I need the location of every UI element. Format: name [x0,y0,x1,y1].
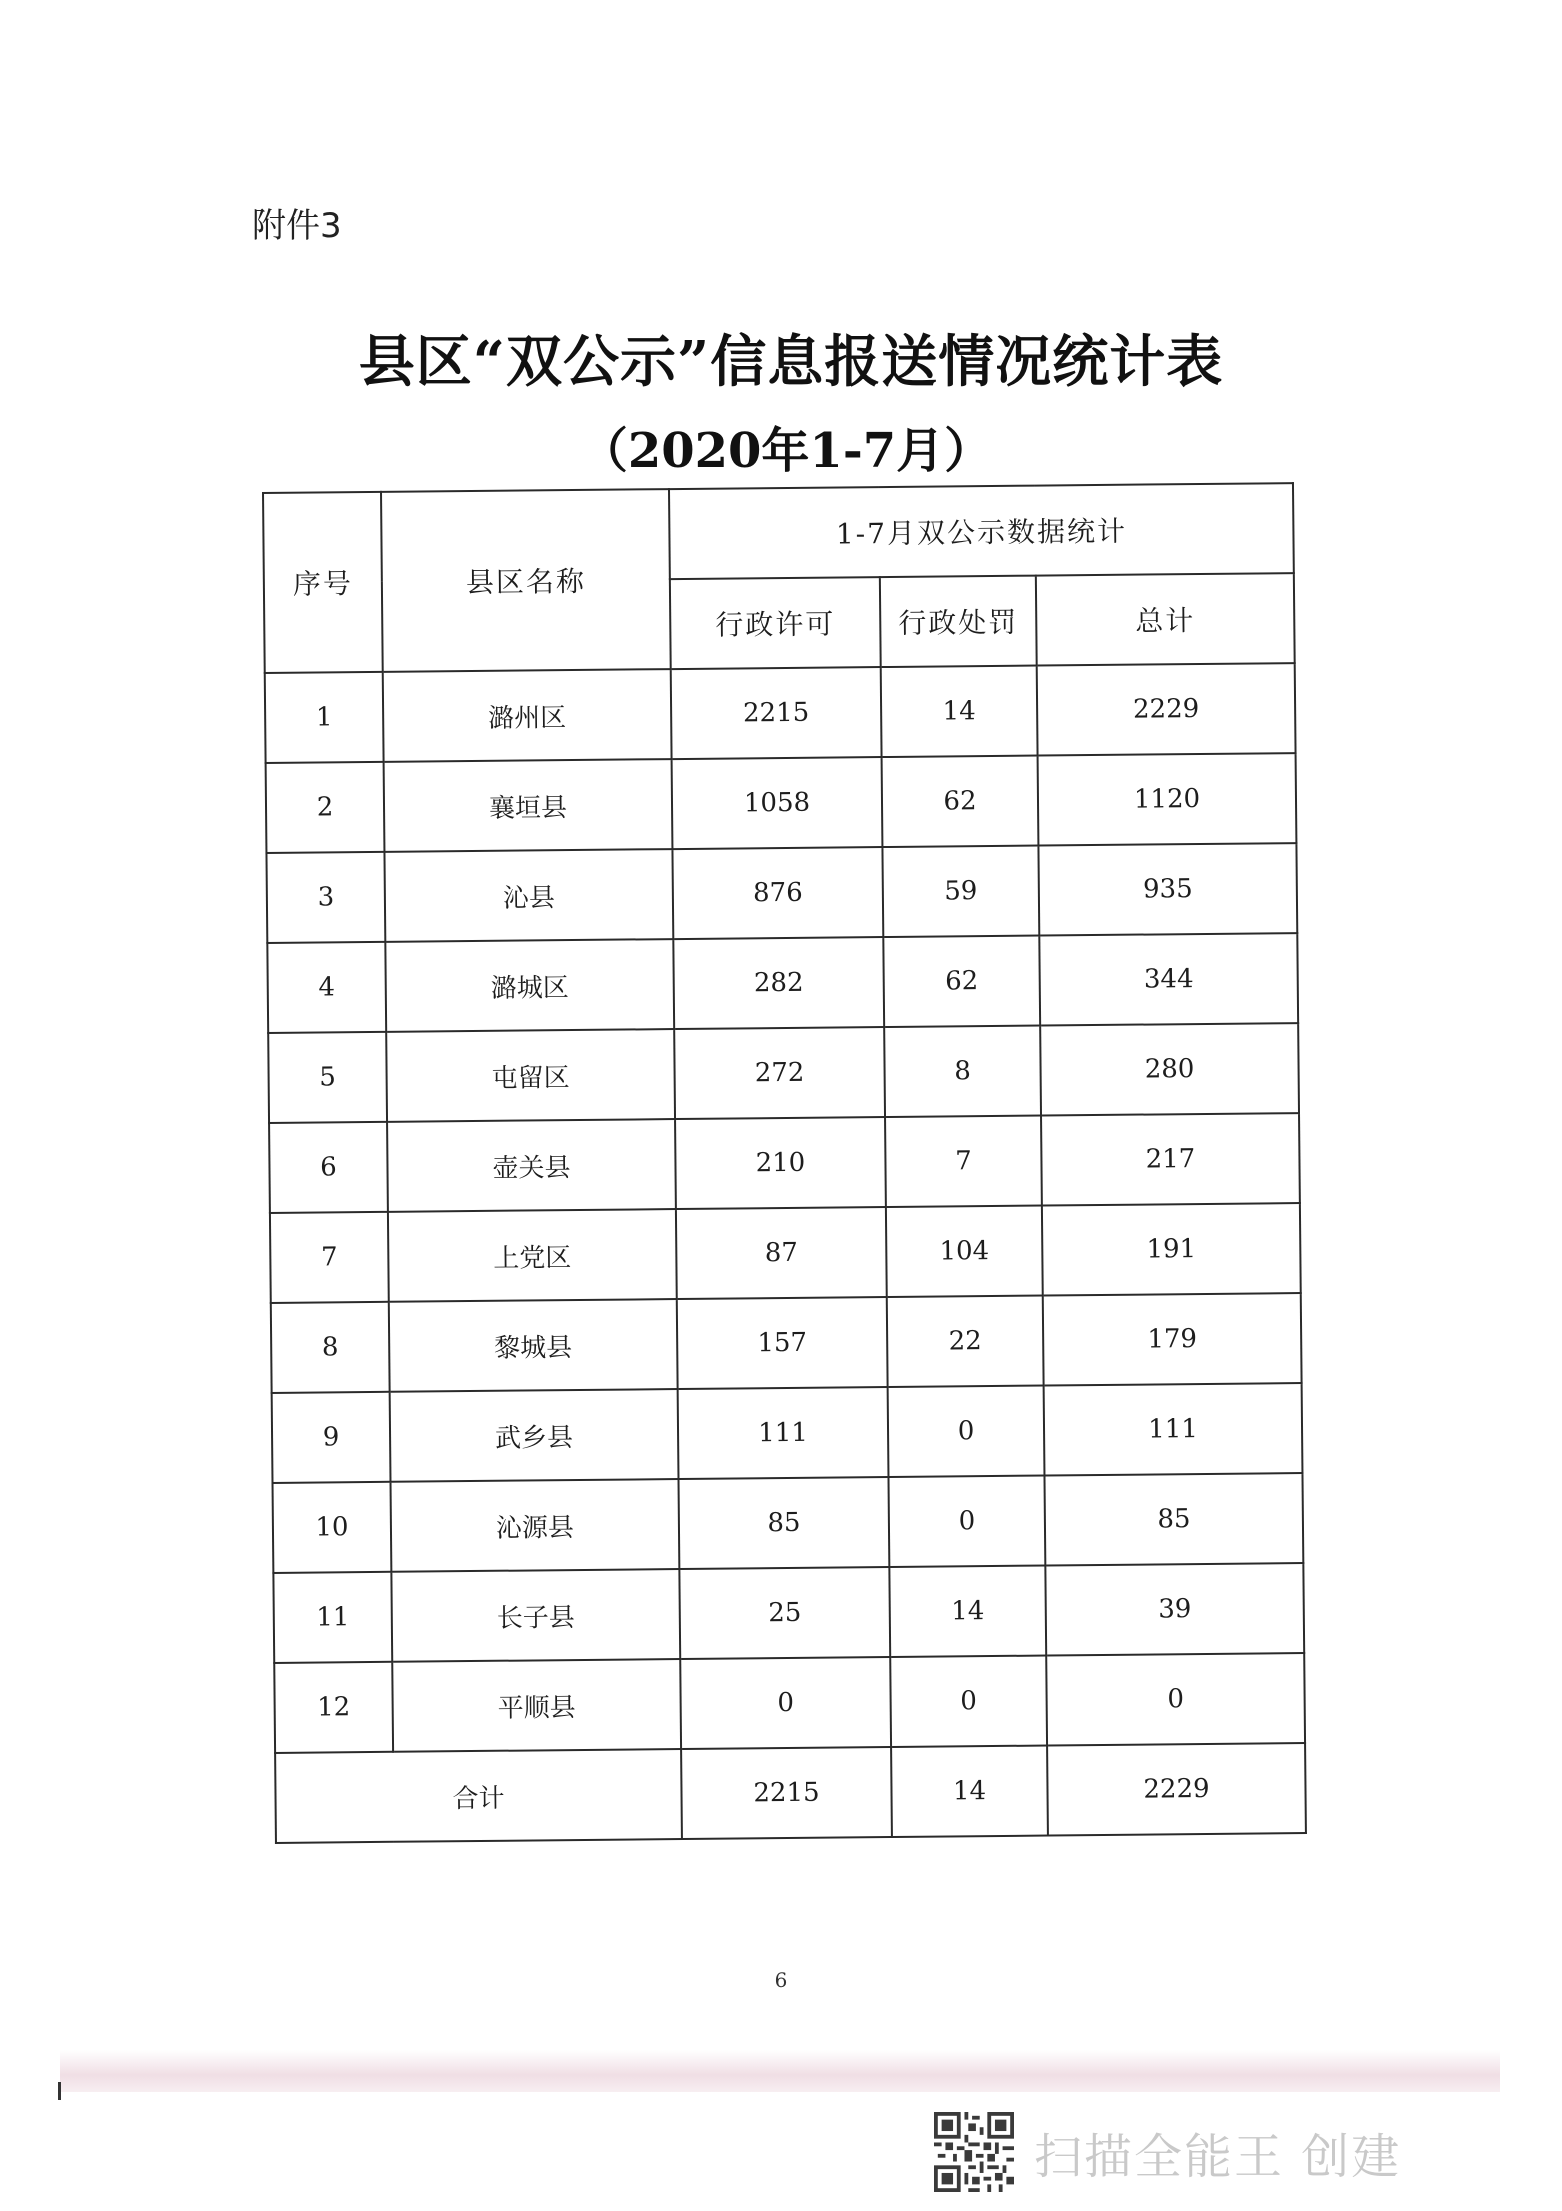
table-row [271,1293,1302,1393]
scan-edge-band [60,2050,1500,2092]
cell-seq: 2 [266,762,385,853]
cell-penalty: 14 [889,1566,1046,1657]
cell-penalty: 59 [882,846,1039,937]
cell-penalty: 104 [886,1206,1043,1297]
cell-seq: 5 [268,1032,387,1123]
cell-permit: 85 [678,1477,889,1569]
cell-total: 0 [1046,1653,1305,1745]
cell-seq: 11 [273,1572,392,1663]
cell-penalty: 62 [882,756,1039,847]
cell-permit: 210 [675,1117,886,1209]
cell-permit: 87 [676,1207,887,1299]
summary-permit: 2215 [681,1747,892,1839]
cell-penalty: 14 [881,666,1038,757]
cell-county-name: 长子县 [391,1569,680,1662]
cell-total: 179 [1043,1293,1302,1385]
summary-label: 合计 [275,1749,682,1843]
cell-penalty: 22 [887,1296,1044,1387]
cell-county-name: 沁县 [384,849,673,942]
table-row [268,1023,1299,1123]
table-row [273,1473,1304,1573]
cell-permit: 157 [677,1297,888,1389]
cell-county-name: 屯留区 [386,1029,675,1122]
cell-permit: 1058 [672,757,883,849]
cell-total: 280 [1040,1023,1299,1115]
table-row [273,1563,1304,1663]
cell-seq: 7 [270,1212,389,1303]
header-county-name: 县区名称 [381,489,671,672]
page-number: 6 [774,1968,788,1992]
cell-county-name: 上党区 [388,1209,677,1302]
cell-total: 217 [1041,1113,1300,1205]
cell-total: 111 [1044,1383,1303,1475]
cell-permit: 0 [680,1657,891,1749]
cell-total: 2229 [1037,663,1296,755]
header-group: 1-7月双公示数据统计 [669,483,1294,579]
watermark-text: 扫描全能王 创建 [1034,2128,1402,2185]
cell-penalty: 0 [890,1656,1047,1747]
scanner-watermark [934,2112,1401,2192]
statistics-table-container [262,482,1305,1844]
cell-county-name: 潞城区 [385,939,674,1032]
cell-total: 344 [1039,933,1298,1025]
cell-county-name: 平顺县 [392,1659,681,1752]
cell-seq: 6 [269,1122,388,1213]
cell-seq: 1 [265,672,384,763]
cell-permit: 272 [674,1027,885,1119]
cell-county-name: 壶关县 [387,1119,676,1212]
table-row [270,1203,1301,1303]
cell-county-name: 武乡县 [390,1389,679,1482]
cell-seq: 3 [266,852,385,943]
cell-permit: 111 [678,1387,889,1479]
cell-county-name: 黎城县 [389,1299,678,1392]
summary-total: 2229 [1047,1743,1306,1835]
document-subtitle: （2020年1-7月） [579,423,993,479]
cell-total: 935 [1038,843,1297,935]
table-row [265,663,1296,763]
header-seq: 序号 [263,492,383,673]
table-row [266,753,1297,853]
cell-seq: 12 [274,1662,393,1753]
table-body [265,663,1305,1753]
cell-total: 191 [1042,1203,1301,1295]
cell-penalty: 0 [888,1476,1045,1567]
cell-permit: 25 [679,1567,890,1659]
cell-total: 1120 [1038,753,1297,845]
cell-permit: 282 [673,937,884,1029]
cell-seq: 10 [273,1482,392,1573]
cell-total: 39 [1045,1563,1304,1655]
table-row [274,1653,1305,1753]
table-row [266,843,1297,943]
cell-penalty: 0 [888,1386,1045,1477]
cell-permit: 2215 [671,667,882,759]
header-total: 总计 [1036,573,1295,665]
scan-mark [58,2082,61,2100]
cell-county-name: 潞州区 [383,669,672,762]
cell-penalty: 62 [883,936,1040,1027]
cell-penalty: 8 [884,1026,1041,1117]
statistics-table [262,482,1307,1844]
header-row [263,483,1294,583]
table-row [269,1113,1300,1213]
cell-total: 85 [1044,1473,1303,1565]
cell-permit: 876 [672,847,883,939]
table-row [272,1383,1303,1483]
header-permit: 行政许可 [670,577,881,669]
cell-seq: 8 [271,1302,390,1393]
header-penalty: 行政处罚 [880,576,1037,667]
summary-penalty: 14 [891,1746,1048,1837]
cell-seq: 9 [272,1392,391,1483]
cell-county-name: 沁源县 [391,1479,680,1572]
qr-code-icon [934,2112,1014,2192]
cell-penalty: 7 [885,1116,1042,1207]
document-title: 县区“双公示”信息报送情况统计表 [358,329,1224,395]
cell-seq: 4 [267,942,386,1033]
summary-row [275,1743,1306,1843]
cell-county-name: 襄垣县 [384,759,673,852]
attachment-label: 附件3 [252,206,342,246]
table-row [267,933,1298,1033]
